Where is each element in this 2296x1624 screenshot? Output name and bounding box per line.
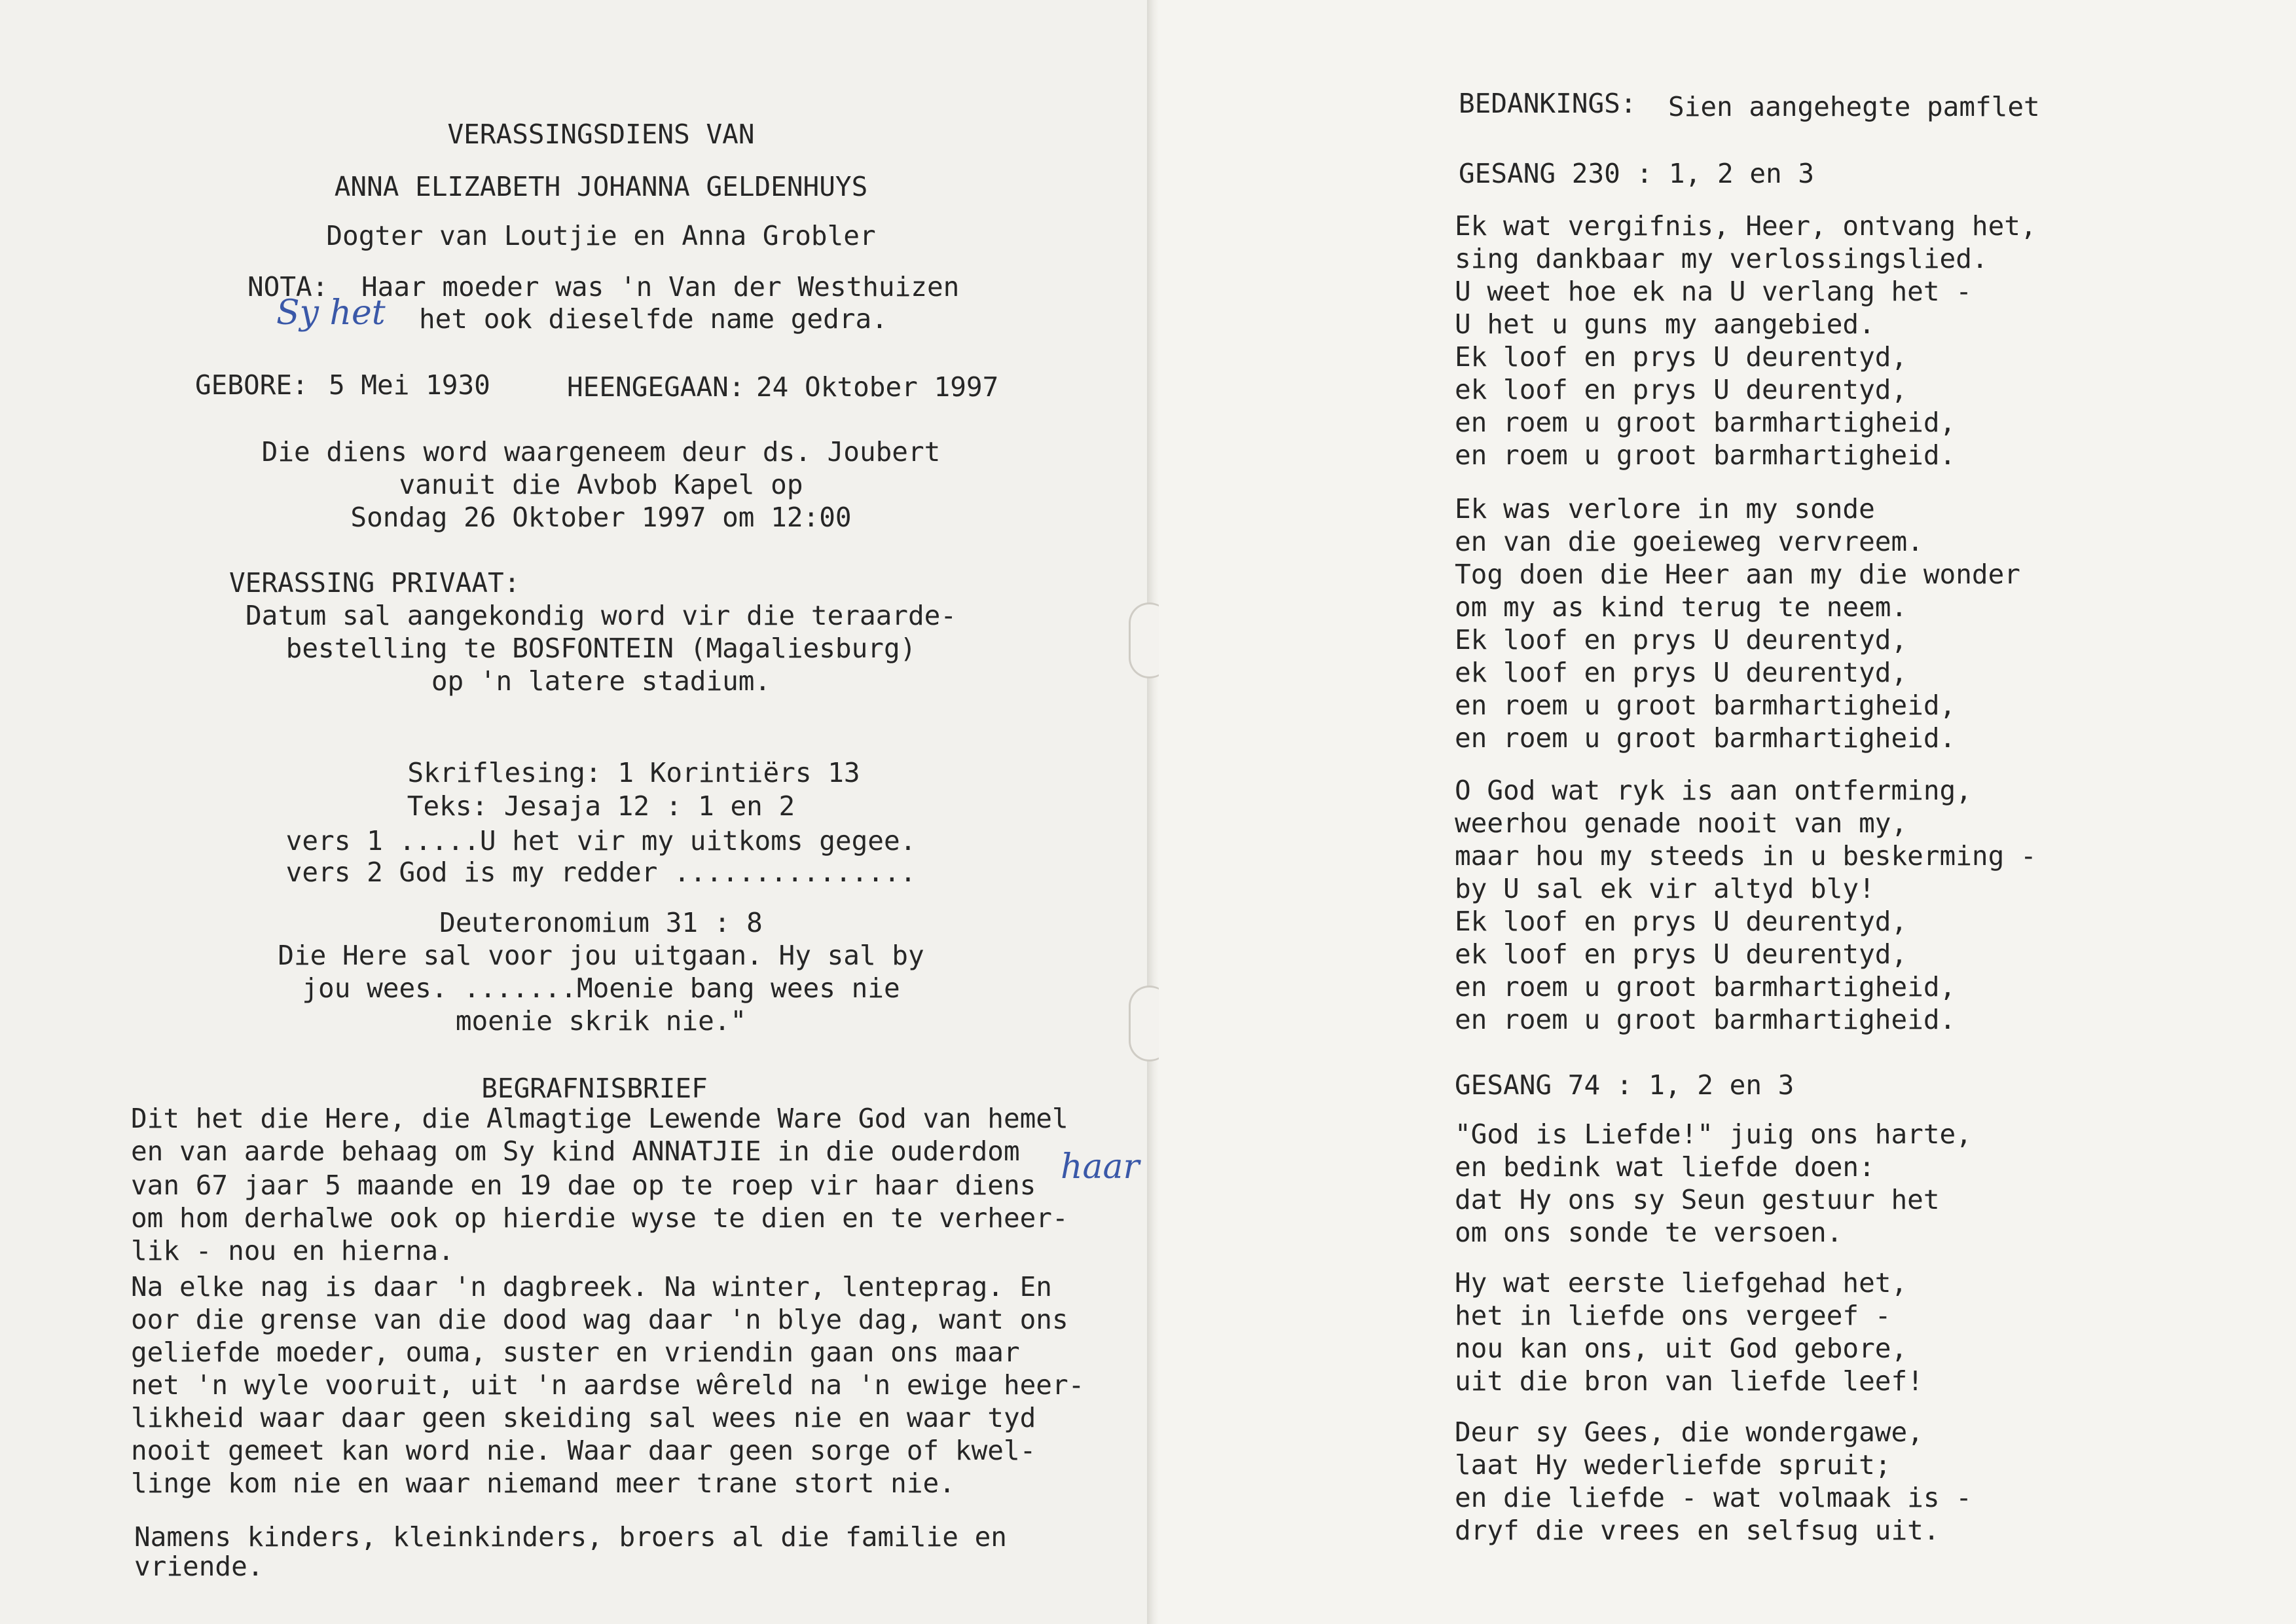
hymn-230-title: GESANG 230 : 1, 2 en 3 (1459, 158, 1815, 189)
letter-line: om hom derhalwe ook op hierdie wyse te dien en te verheer- (131, 1202, 1068, 1234)
hymn-line: Ek wat vergifnis, Heer, ontvang het, (1455, 210, 2037, 242)
hymn-line: en roem u groot barmhartigheid. (1455, 722, 1956, 754)
hymn-line: Ek loof en prys U deurentyd, (1455, 624, 1908, 655)
letter-handwritten-note: haar (1061, 1147, 1140, 1187)
nota-handwritten-note: Sy het (276, 293, 386, 333)
hymn-line: en bedink wat liefde doen: (1455, 1151, 1875, 1183)
service-line-2: vanuit die Avbob Kapel op (399, 469, 803, 500)
hymn-line: Ek loof en prys U deurentyd, (1455, 906, 1908, 937)
parents-line: Dogter van Loutjie en Anna Grobler (326, 220, 876, 251)
died-label: HEENGEGAAN: (567, 371, 745, 403)
letter-line: geliefde moeder, ouma, suster en vriendin gaan ons maar (131, 1337, 1020, 1368)
hymn-line: dryf die vrees en selfsug uit. (1455, 1515, 1940, 1546)
private-line-2: bestelling te BOSFONTEIN (Magaliesburg) (285, 633, 917, 664)
left-page (0, 0, 1147, 1624)
nota-label: NOTA: (247, 271, 329, 303)
hymn-line: om my as kind terug te neem. (1455, 591, 1908, 623)
hymn-line: uit die bron van liefde leef! (1455, 1365, 1923, 1397)
letter-line: lik - nou en hierna. (131, 1235, 454, 1266)
hymn-line: en die liefde - wat volmaak is - (1455, 1482, 1972, 1513)
closing-line-1: Namens kinders, kleinkinders, broers al die familie en (134, 1521, 1007, 1553)
service-line-3: Sondag 26 Oktober 1997 om 12:00 (350, 502, 852, 533)
letter-line: en van aarde behaag om Sy kind ANNATJIE in die ouderdom (131, 1135, 1020, 1167)
deuteronomy-line-1: Die Here sal voor jou uitgaan. Hy sal by (278, 940, 924, 971)
letter-line: likheid waar daar geen skeiding sal wees nie en waar tyd (131, 1402, 1036, 1433)
hymn-line: Hy wat eerste liefgehad het, (1455, 1267, 1908, 1299)
thanks-value: Sien aangehegte pamflet (1668, 91, 2040, 122)
right-page (1159, 0, 2296, 1624)
letter-line: net 'n wyle vooruit, uit 'n aardse wêreld na 'n ewige heer- (131, 1369, 1085, 1401)
reading-line-2: Teks: Jesaja 12 : 1 en 2 (407, 790, 795, 822)
hymn-line: Tog doen die Heer aan my die wonder (1455, 559, 2020, 590)
thanks-label: BEDANKINGS: (1459, 88, 1637, 119)
born-label: GEBORE: (195, 369, 308, 401)
hymn-line: laat Hy wederliefde spruit; (1455, 1449, 1891, 1481)
hymn-line: "God is Liefde!" juig ons harte, (1455, 1118, 1972, 1150)
hymn-line: Deur sy Gees, die wondergawe, (1455, 1416, 1923, 1448)
deuteronomy-line-3: moenie skrik nie." (455, 1005, 747, 1037)
closing-line-2: vriende. (134, 1551, 264, 1582)
letter-title: BEGRAFNISBRIEF (481, 1073, 708, 1104)
hymn-line: om ons sonde te versoen. (1455, 1217, 1843, 1248)
hymn-line: en roem u groot barmhartigheid, (1455, 690, 1956, 721)
hymn-line: ek loof en prys U deurentyd, (1455, 657, 1908, 688)
private-line-1: Datum sal aangekondig word vir die teraarde- (245, 600, 957, 631)
hymn-line: Ek was verlore in my sonde (1455, 493, 1875, 525)
reading-line-4: vers 2 God is my redder ............... (285, 857, 917, 888)
died-date: 24 Oktober 1997 (756, 371, 999, 403)
hymn-line: en roem u groot barmhartigheid. (1455, 439, 1956, 471)
letter-line: Na elke nag is daar 'n dagbreek. Na winter, lenteprag. En (131, 1271, 1052, 1302)
hymn-line: by U sal ek vir altyd bly! (1455, 873, 1875, 904)
hymn-line: ek loof en prys U deurentyd, (1455, 374, 1908, 405)
hymn-line: U het u guns my aangebied. (1455, 308, 1875, 340)
hymn-line: ek loof en prys U deurentyd, (1455, 938, 1908, 970)
hymn-line: sing dankbaar my verlossingslied. (1455, 243, 1988, 274)
hymn-74-title: GESANG 74 : 1, 2 en 3 (1455, 1069, 1795, 1101)
page-fold (1147, 0, 1159, 1624)
deuteronomy-line-2: jou wees. .......Moenie bang wees nie (302, 972, 900, 1004)
deuteronomy-title: Deuteronomium 31 : 8 (439, 907, 763, 938)
reading-line-3: vers 1 .....U het vir my uitkoms gegee. (285, 825, 917, 857)
hymn-line: en roem u groot barmhartigheid. (1455, 1004, 1956, 1035)
nota-line-1: Haar moeder was 'n Van der Westhuizen (361, 271, 960, 303)
letter-line: oor die grense van die dood wag daar 'n blye dag, want ons (131, 1304, 1068, 1335)
hymn-line: O God wat ryk is aan ontferming, (1455, 775, 1972, 806)
service-line-1: Die diens word waargeneem deur ds. Joubert (261, 436, 941, 468)
letter-line: linge kom nie en waar niemand meer trane stort nie. (131, 1467, 955, 1499)
hymn-line: Ek loof en prys U deurentyd, (1455, 341, 1908, 373)
hymn-line: dat Hy ons sy Seun gestuur het (1455, 1184, 1940, 1215)
private-line-3: op 'n latere stadium. (431, 665, 771, 697)
letter-line: nooit gemeet kan word nie. Waar daar geen sorge of kwel- (131, 1435, 1036, 1466)
private-label: VERASSING PRIVAAT: (229, 567, 520, 599)
nota-line-2: het ook dieselfde name gedra. (419, 303, 888, 335)
hymn-line: en van die goeieweg vervreem. (1455, 526, 1923, 557)
letter-line: Dit het die Here, die Almagtige Lewende Ware God van hemel (131, 1103, 1068, 1134)
hymn-line: maar hou my steeds in u beskerming - (1455, 840, 2037, 872)
reading-line-1: Skriflesing: 1 Korintiërs 13 (407, 757, 860, 788)
hymn-line: en roem u groot barmhartigheid, (1455, 971, 1956, 1003)
deceased-name: ANNA ELIZABETH JOHANNA GELDENHUYS (334, 171, 868, 202)
born-date: 5 Mei 1930 (329, 369, 490, 401)
letter-line: van 67 jaar 5 maande en 19 dae op te roep vir haar diens (131, 1170, 1036, 1201)
hymn-line: nou kan ons, uit God gebore, (1455, 1333, 1908, 1364)
hymn-line: en roem u groot barmhartigheid, (1455, 407, 1956, 438)
hymn-line: weerhou genade nooit van my, (1455, 807, 1908, 839)
service-title: VERASSINGSDIENS VAN (447, 119, 755, 150)
hymn-line: U weet hoe ek na U verlang het - (1455, 276, 1972, 307)
hymn-line: het in liefde ons vergeef - (1455, 1300, 1891, 1331)
